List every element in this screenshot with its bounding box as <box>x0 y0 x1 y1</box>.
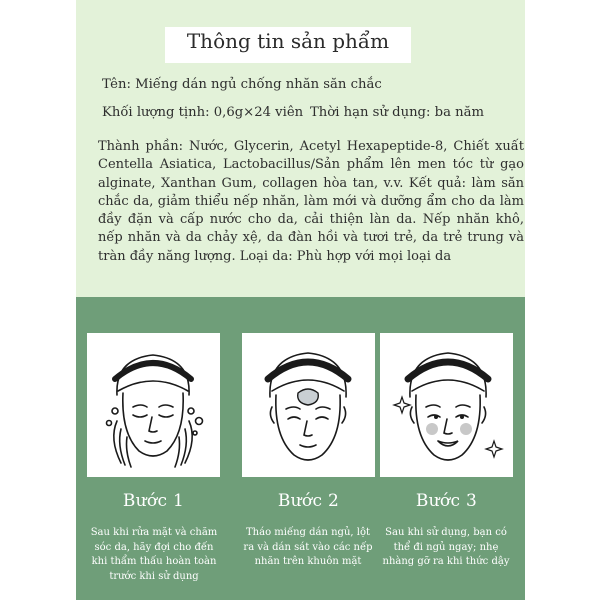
ingredients-text: Thành phần: Nước, Glycerin, Acetyl Hexapeptide-8, Chiết xuất Centella Asiatica, Lactobacillus/Sản phẩm lên men tóc từ gạo alginate, Xanthan Gum, collagen hòa tan, v.v. Kết quả: làm săn chắc da, giảm thiểu nếp nhăn, làm mới và dưỡng ẩm cho da làm đầy đặn và cấp nước cho da, cải thiện làn da. Nếp nhăn khô, nếp nhăn và da chảy xệ, da đàn hồi và tươi trẻ, da trẻ trung và tràn đầy năng lượng. Loại da: Phù hợp với mọi loại da <box>98 139 524 264</box>
product-info-page <box>76 0 525 600</box>
step-3-card <box>380 333 513 477</box>
step-1-description: Sau khi rửa mặt và chăm sóc da, hãy đợi cho đến khi thẩm thấu hoàn toàn trước khi sử dụng <box>90 527 218 582</box>
step-3-description: Sau khi sử dụng, bạn có thể đi ngủ ngay; nhẹ nhàng gỡ ra khi thức dậy <box>382 527 510 567</box>
face-washing-icon <box>87 333 220 477</box>
face-smiling-icon <box>380 333 513 477</box>
step-3-label: Bước 3 <box>415 491 478 511</box>
net-weight: Khối lượng tịnh: 0,6g×24 viên <box>102 105 304 120</box>
info-section <box>76 0 525 297</box>
step-2-description: Tháo miếng dán ngủ, lột ra và dán sát vào các nếp nhăn trên khuôn mặt <box>243 527 373 567</box>
step-1-label: Bước 1 <box>122 491 185 511</box>
step-2-card <box>242 333 375 477</box>
step-1-card <box>87 333 220 477</box>
step-2-label: Bước 2 <box>277 491 340 511</box>
product-name: Tên: Miếng dán ngủ chống nhăn săn chắc <box>102 77 382 92</box>
page-title: Thông tin sản phẩm <box>186 29 390 53</box>
shelf-life: Thời hạn sử dụng: ba năm <box>310 105 484 120</box>
face-patch-icon <box>242 333 375 477</box>
